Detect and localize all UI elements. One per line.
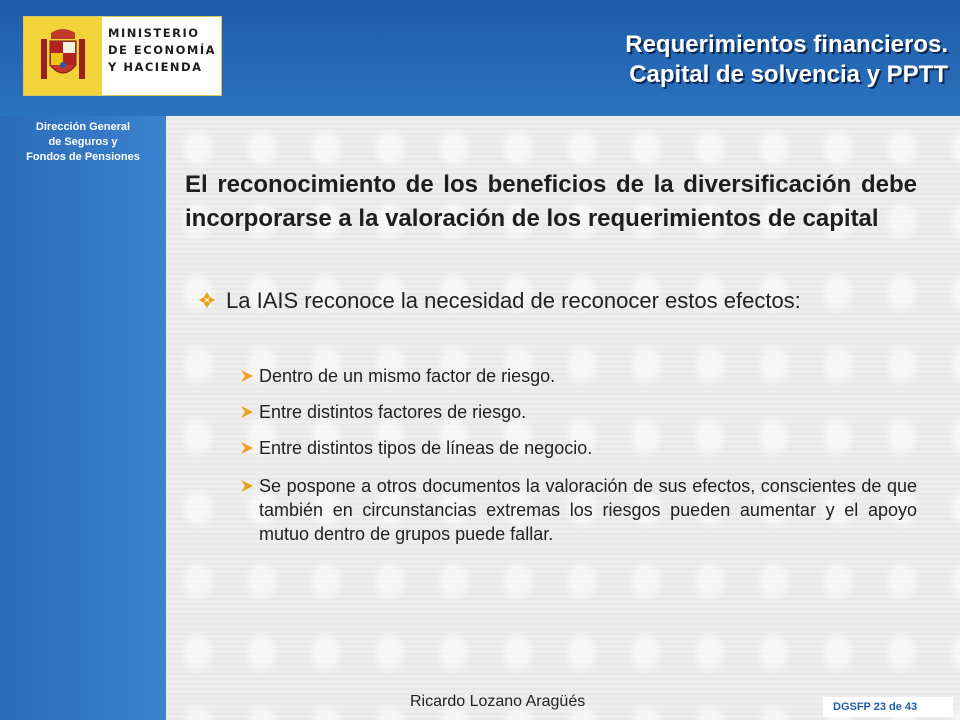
sub-bullet-point [239, 364, 917, 388]
arrow-bullet-icon [239, 441, 255, 455]
department-line: Dirección General [35, 121, 131, 133]
lead-statement: El reconocimiento de los beneficios de la diversificación debe incorporarse a la valoración de los requerimientos de capital [185, 171, 917, 232]
department-name [0, 120, 166, 165]
sub-bullet-text: Entre distintos factores de riesgo. [259, 402, 527, 422]
ministry-line: DE ECONOMÍA [108, 43, 217, 57]
sub-bullet-text: Entre distintos tipos de líneas de negocio. [259, 438, 593, 458]
department-line: de Seguros y [48, 136, 118, 148]
footer-author: Ricardo Lozano Aragüés [410, 693, 586, 710]
diamond-bullet-icon [198, 291, 216, 309]
sub-bullet-point [239, 400, 917, 424]
arrow-bullet-icon [239, 369, 255, 383]
sub-bullet-point [239, 474, 917, 546]
ministry-logo [23, 16, 222, 96]
footer-page-number: DGSFP 23 de 43 [823, 697, 953, 717]
sub-bullet-point [239, 436, 917, 460]
ministry-line: MINISTERIO [108, 26, 200, 40]
arrow-bullet-icon [239, 479, 255, 493]
sub-bullet-text: Dentro de un mismo factor de riesgo. [259, 366, 556, 386]
coat-of-arms-icon [35, 25, 91, 87]
sidebar [0, 116, 166, 720]
sub-bullet-text: Se pospone a otros documentos la valoración de sus efectos, conscientes de que también en circunstancias extremas los riesgos pueden aumentar y el apoyo mutuo dentro de grupos puede fallar. [259, 476, 917, 544]
arrow-bullet-icon [239, 405, 255, 419]
title-line: Capital de solvencia y PPTT [629, 61, 948, 88]
slide-title [625, 30, 948, 90]
ministry-line: Y HACIENDA [108, 60, 203, 74]
title-line: Requerimientos financieros. [625, 31, 948, 58]
department-line: Fondos de Pensiones [26, 151, 140, 163]
main-bullet-point [198, 286, 917, 316]
main-bullet-text: La IAIS reconoce la necesidad de reconocer estos efectos: [226, 288, 801, 313]
ministry-name [108, 25, 216, 76]
